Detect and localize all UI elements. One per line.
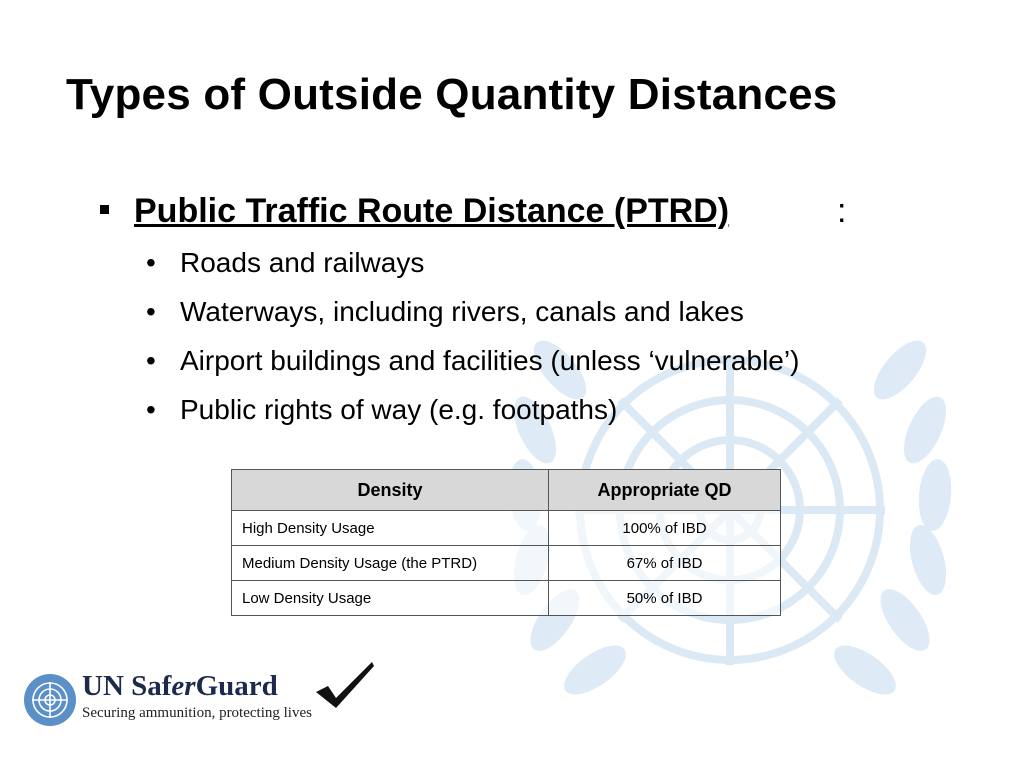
- table-cell-qd: 67% of IBD: [549, 546, 781, 581]
- main-bullet-heading: Public Traffic Route Distance (PTRD): [134, 192, 730, 230]
- table-cell-density: Medium Density Usage (the PTRD): [232, 546, 549, 581]
- table-header-density: Density: [232, 470, 549, 511]
- table-cell-density: Low Density Usage: [232, 581, 549, 616]
- brand-name: UN SaferGuard: [82, 670, 278, 702]
- dot-bullet-icon: •: [146, 247, 156, 278]
- table-cell-density: High Density Usage: [232, 511, 549, 546]
- table-header-qd: Appropriate QD: [549, 470, 781, 511]
- table-row: [232, 581, 781, 616]
- table-cell-qd: 100% of IBD: [549, 511, 781, 546]
- dot-bullet-icon: •: [146, 345, 156, 376]
- brand-tagline: Securing ammunition, protecting lives: [82, 705, 312, 721]
- slide-title: Types of Outside Quantity Distances: [66, 70, 838, 119]
- dot-bullet-icon: •: [146, 296, 156, 327]
- square-bullet-icon: [100, 205, 109, 214]
- table-row: [232, 546, 781, 581]
- checkmark-icon: [314, 660, 376, 710]
- table-header-row: [232, 470, 781, 511]
- qd-table: [231, 469, 781, 616]
- dot-bullet-icon: •: [146, 394, 156, 425]
- table-cell-qd: 50% of IBD: [549, 581, 781, 616]
- un-saferguard-logo: [22, 660, 382, 730]
- un-emblem-icon: [22, 672, 78, 728]
- main-bullet-colon: :: [837, 192, 847, 230]
- table-row: [232, 511, 781, 546]
